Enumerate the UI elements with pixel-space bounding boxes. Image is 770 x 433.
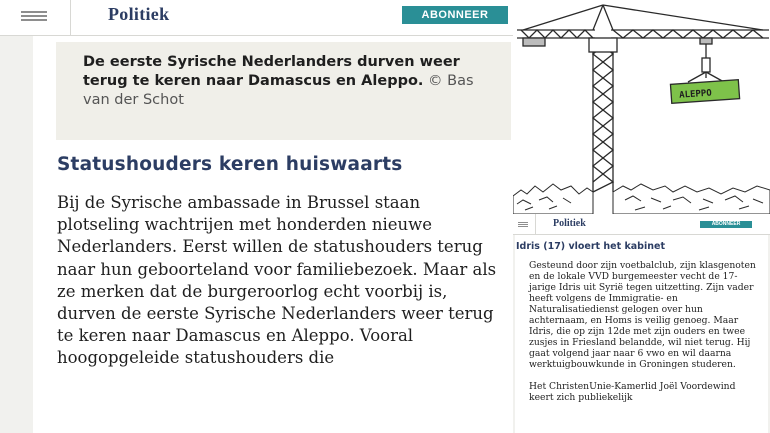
caption-text: De eerste Syrische Nederlanders durven weer terug te keren naar Damascus en Aleppo. <box>83 54 460 89</box>
secondary-article-heading: Idris (17) vloert het kabinet <box>516 241 665 252</box>
rubble-ruins-icon <box>513 184 770 214</box>
subscribe-button[interactable]: ABONNEER <box>402 6 508 24</box>
secondary-hamburger-menu-icon[interactable] <box>513 214 536 234</box>
section-brand-title[interactable]: Politiek <box>108 4 170 24</box>
secondary-subscribe-button[interactable]: ABONNEER <box>700 221 752 228</box>
secondary-header-bar <box>513 214 770 235</box>
secondary-article-pane <box>513 214 770 433</box>
cartoon-illustration <box>513 0 770 214</box>
caption-credit: © Bas van der Schot <box>83 73 474 108</box>
secondary-paragraph-2: Het ChristenUnie-Kamerlid Joël Voordewind keert zich publiekelijk <box>529 381 736 403</box>
article-content <box>33 36 513 433</box>
aleppo-sign <box>670 80 739 104</box>
hamburger-menu-icon[interactable] <box>0 0 71 35</box>
article-subheading: Statushouders keren huiswaarts <box>57 154 403 175</box>
image-caption <box>56 42 511 140</box>
article-body-text: Bij de Syrische ambassade in Brussel staan plotseling wachtrijen met honderden nieuwe Nederlanders. Eerst willen de statushouders terug naar hun geboorteland voor familiebezoek. Maar als ze merken dat de burgeroorlog echt voorbij is, durven de eerste Syrische Nederlanders weer terug te keren naar Damascus en Aleppo. Vooral hoogopgeleide statushouders die <box>57 193 497 368</box>
secondary-paragraph-1: Gesteund door zijn voetbalclub, zijn klasgenoten en de lokale VVD burgemeester vecht de 17-jarige Idris uit Syrië tegen uitzetting. Zijn vader heeft volgens de Immigratie- en Naturalisatiedienst gelogen over hun achternaam, en Homs is veilig genoeg. Maar Idris, die op zijn 12de met zijn ouders en twee zusjes in Friesland belandde, wil niet terug. Hij gaat volgend jaar naar 6 vwo en wil daarna werktuigbouwkunde in Groningen studeren. <box>529 260 756 370</box>
secondary-article-body <box>529 260 757 414</box>
top-header-bar <box>0 0 513 36</box>
secondary-article-content <box>515 235 768 433</box>
sign-label: ALEPPO <box>678 88 713 101</box>
secondary-brand-title[interactable]: Politiek <box>553 218 586 229</box>
